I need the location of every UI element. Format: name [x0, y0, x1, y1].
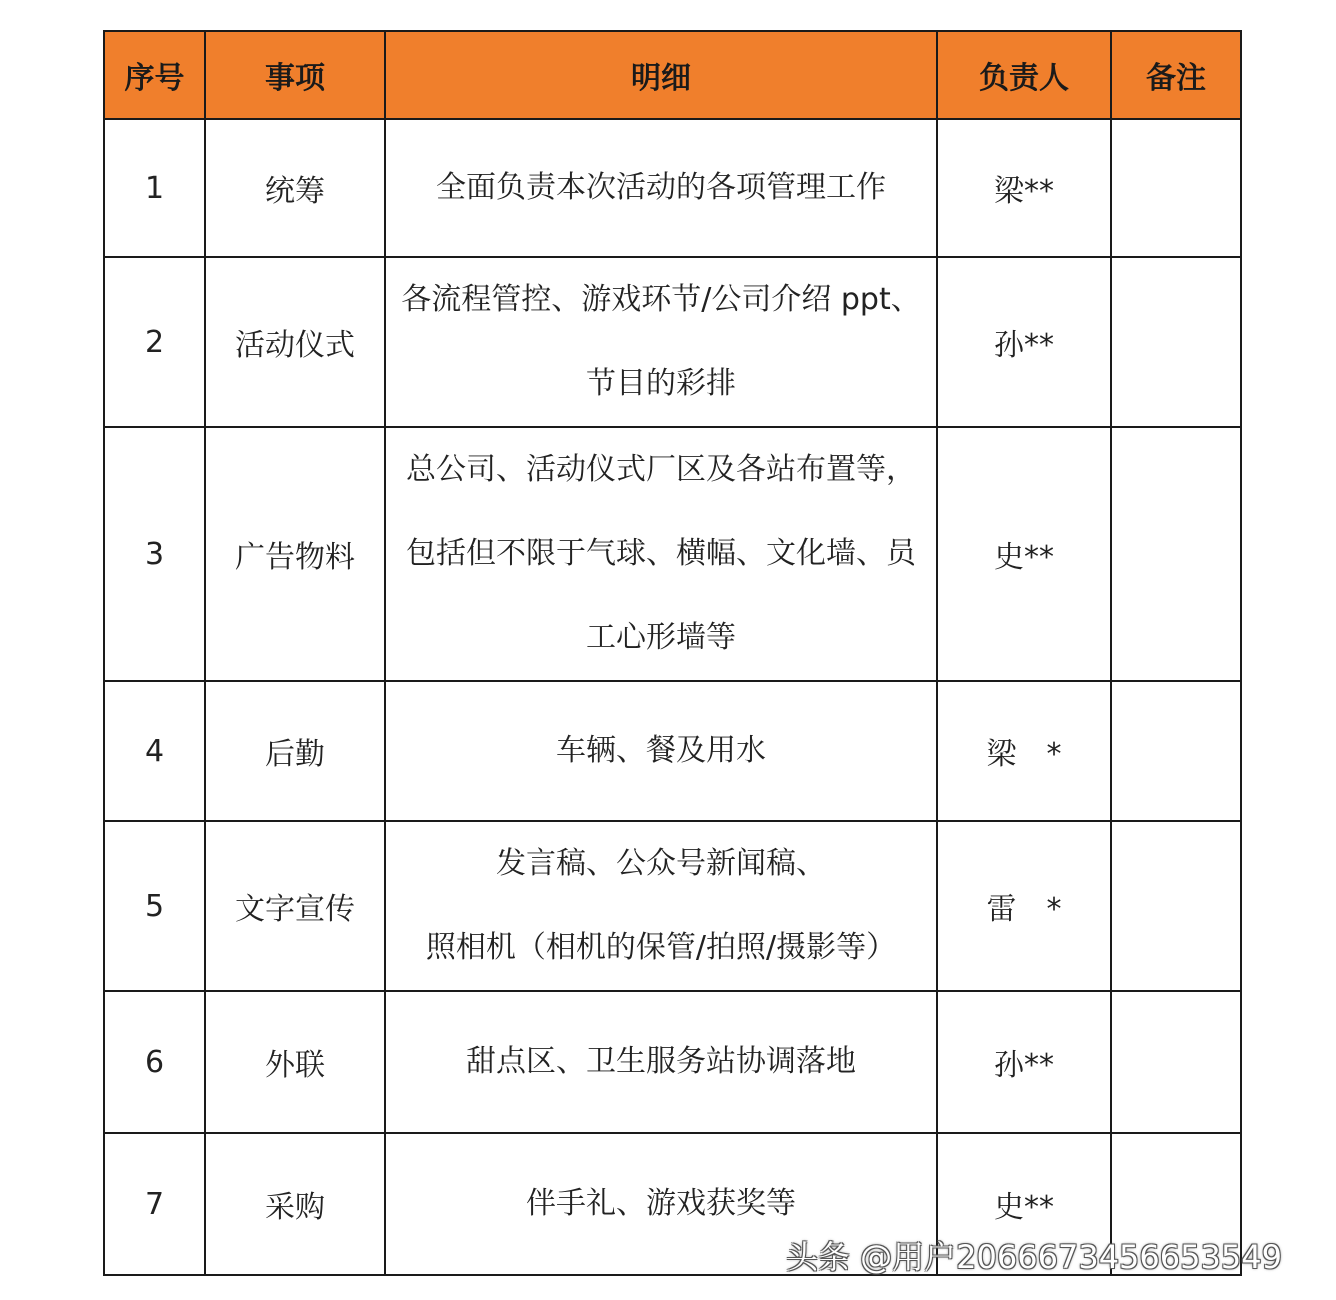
cell-owner: 梁 * [937, 681, 1111, 821]
cell-no: 5 [104, 821, 205, 991]
table-row [104, 991, 1241, 1133]
cell-item: 采购 [205, 1133, 385, 1275]
cell-note [1111, 427, 1241, 681]
cell-owner: 史** [937, 1133, 1111, 1275]
cell-item: 统筹 [205, 119, 385, 257]
detail-line: 工心形墙等 [586, 620, 736, 655]
cell-no: 7 [104, 1133, 205, 1275]
cell-no: 2 [104, 257, 205, 427]
table-row [104, 681, 1241, 821]
cell-item: 活动仪式 [205, 257, 385, 427]
cell-item: 文字宣传 [205, 821, 385, 991]
detail-line: 伴手礼、游戏获奖等 [526, 1186, 796, 1221]
header-item: 事项 [205, 31, 385, 119]
task-assignment-table [103, 30, 1242, 1276]
cell-detail [385, 257, 937, 427]
detail-line: 甜点区、卫生服务站协调落地 [466, 1044, 856, 1079]
cell-owner: 孙** [937, 257, 1111, 427]
detail-line: 总公司、活动仪式厂区及各站布置等， [406, 452, 916, 487]
table-row [104, 119, 1241, 257]
detail-line: 照相机（相机的保管/拍照/摄影等） [425, 930, 897, 965]
cell-note [1111, 991, 1241, 1133]
header-owner: 负责人 [937, 31, 1111, 119]
cell-owner: 梁** [937, 119, 1111, 257]
detail-line: 节目的彩排 [586, 366, 736, 401]
cell-note [1111, 681, 1241, 821]
table-row [104, 821, 1241, 991]
cell-no: 6 [104, 991, 205, 1133]
cell-item: 后勤 [205, 681, 385, 821]
cell-owner: 孙** [937, 991, 1111, 1133]
detail-line: 全面负责本次活动的各项管理工作 [436, 170, 886, 205]
table-row [104, 257, 1241, 427]
cell-no: 3 [104, 427, 205, 681]
cell-owner: 史** [937, 427, 1111, 681]
header-no: 序号 [104, 31, 205, 119]
cell-detail [385, 821, 937, 991]
cell-item: 广告物料 [205, 427, 385, 681]
watermark: 头条 @用户2066673456653549 [786, 1238, 1282, 1276]
detail-line: 车辆、餐及用水 [556, 733, 766, 768]
detail-line: 包括但不限于气球、横幅、文化墙、员 [406, 536, 916, 571]
cell-note [1111, 119, 1241, 257]
cell-note [1111, 821, 1241, 991]
cell-no: 4 [104, 681, 205, 821]
header-detail: 明细 [385, 31, 937, 119]
cell-detail [385, 991, 937, 1133]
cell-no: 1 [104, 119, 205, 257]
detail-line: 各流程管控、游戏环节/公司介绍 ppt、 [401, 282, 921, 317]
cell-detail [385, 681, 937, 821]
cell-item: 外联 [205, 991, 385, 1133]
header-row [104, 31, 1241, 119]
cell-owner: 雷 * [937, 821, 1111, 991]
cell-detail [385, 119, 937, 257]
cell-detail [385, 427, 937, 681]
detail-line: 发言稿、公众号新闻稿、 [496, 846, 826, 881]
cell-note [1111, 257, 1241, 427]
table-row [104, 427, 1241, 681]
header-note: 备注 [1111, 31, 1241, 119]
